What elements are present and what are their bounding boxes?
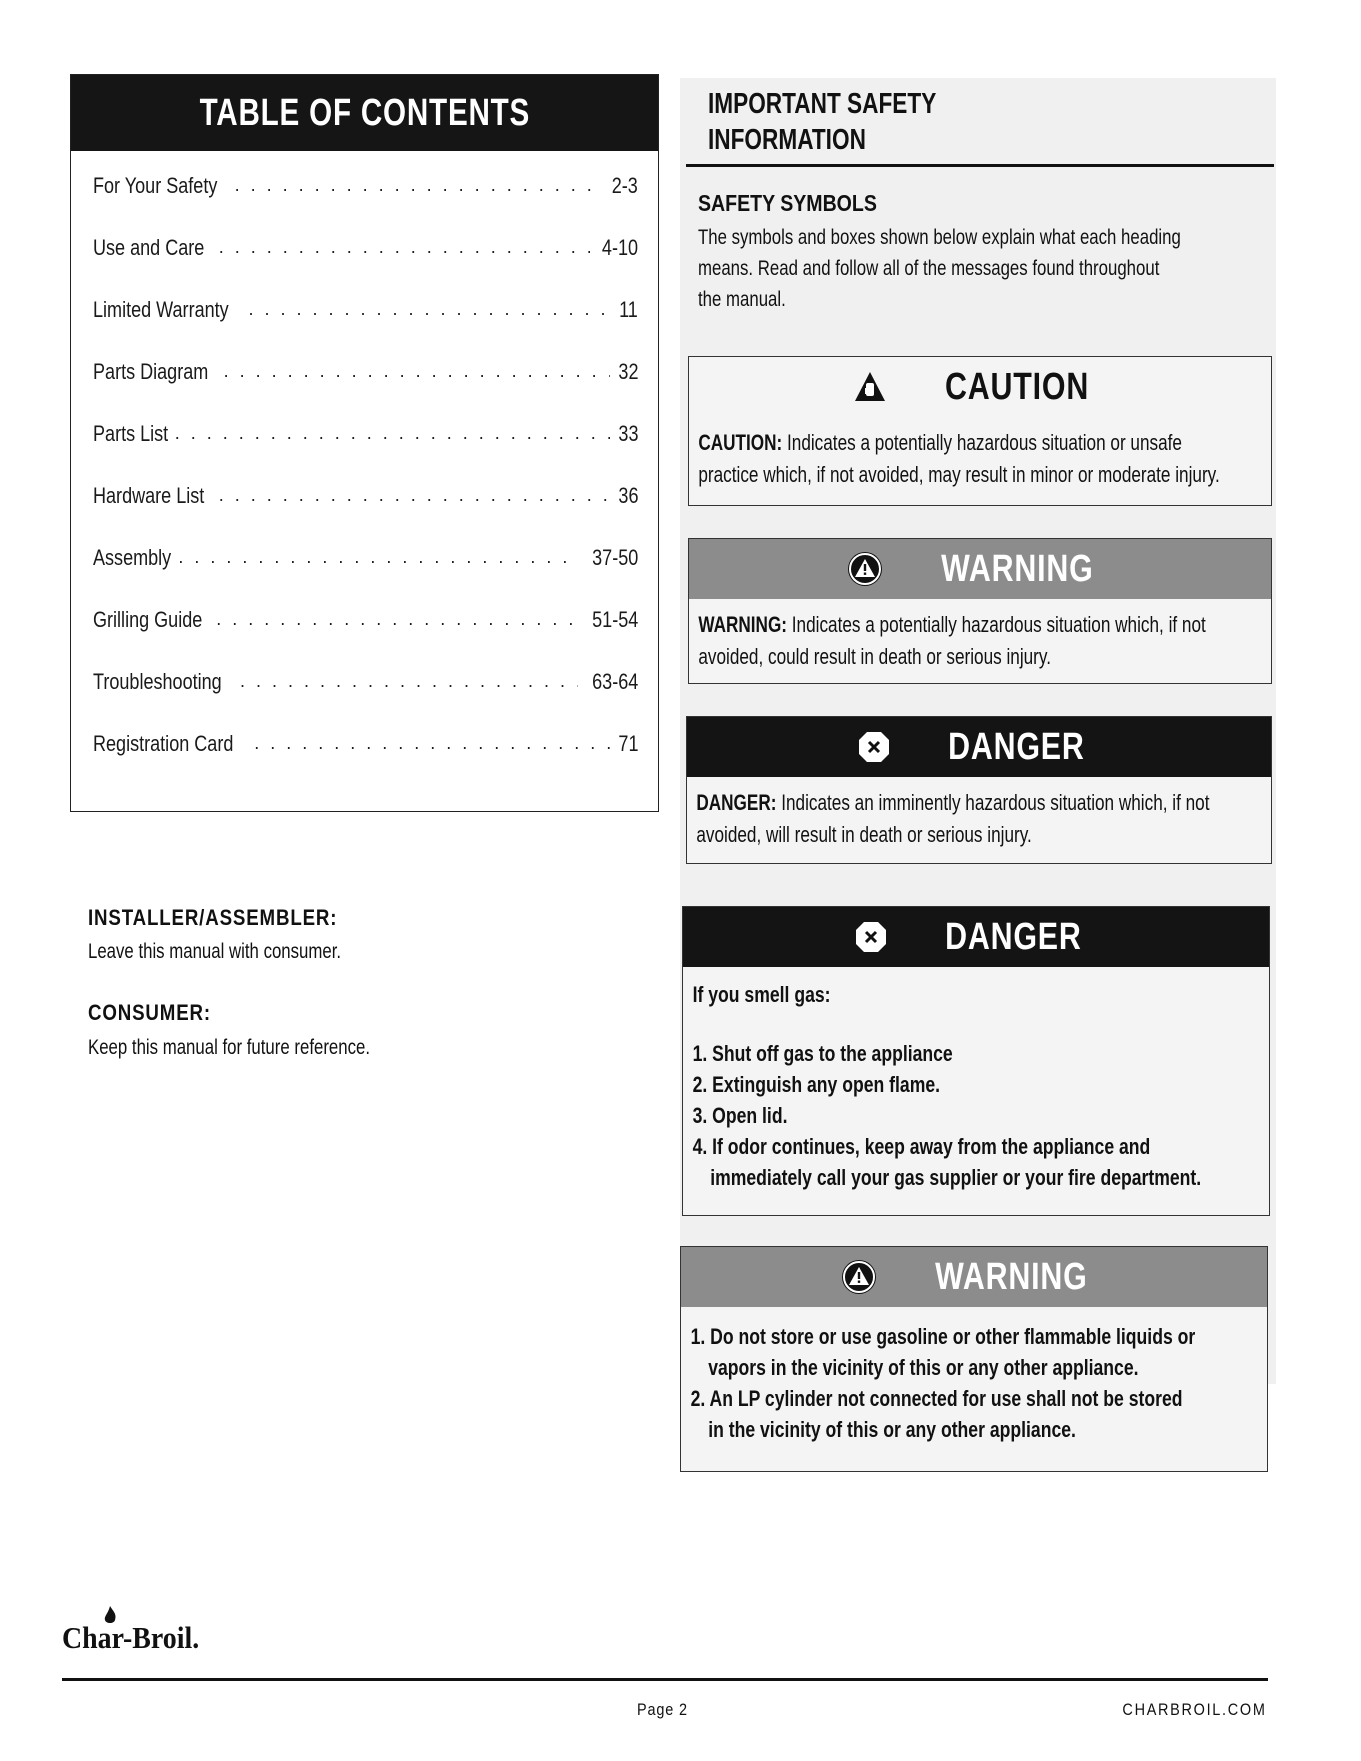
danger-word: DANGER — [947, 725, 1085, 768]
table-of-contents — [70, 74, 659, 812]
storage-warning-box — [680, 1246, 1268, 1472]
gas-intro: If you smell gas: — [692, 982, 831, 1007]
toc-entry[interactable] — [93, 413, 638, 447]
gas-danger-bar — [683, 907, 1269, 967]
toc-entry[interactable] — [93, 723, 638, 757]
installer-text: Leave this manual with consumer. — [88, 940, 342, 963]
consumer-text: Keep this manual for future reference. — [88, 1036, 371, 1059]
toc-entry[interactable] — [93, 227, 638, 261]
storage-instructions — [681, 1307, 1214, 1445]
warning-word: WARNING — [940, 547, 1094, 590]
toc-entry-label: For Your Safety — [93, 173, 218, 198]
consumer-heading: CONSUMER: — [88, 1000, 211, 1025]
toc-entry-label: Parts List — [93, 421, 169, 446]
safety-symbols-heading: SAFETY SYMBOLS — [698, 190, 877, 216]
installer-heading: INSTALLER/ASSEMBLER: — [88, 905, 338, 930]
toc-entry-page: 71 — [617, 731, 638, 756]
gas-instructions — [683, 967, 1216, 1193]
toc-entry[interactable] — [93, 165, 638, 199]
toc-entry-page: 4-10 — [601, 235, 638, 260]
toc-header — [71, 75, 658, 151]
toc-title: TABLE OF CONTENTS — [199, 91, 530, 134]
warning-bar — [689, 539, 1271, 599]
caution-bar — [689, 357, 1271, 417]
safety-title: IMPORTANT SAFETY INFORMATION — [708, 88, 937, 156]
danger-x-icon — [857, 730, 891, 764]
toc-entry-label: Grilling Guide — [93, 607, 203, 632]
toc-entry-label: Troubleshooting — [93, 669, 222, 694]
toc-entry-label: Registration Card — [93, 731, 234, 756]
gas-danger-box — [682, 906, 1270, 1216]
storage-warning-word: WARNING — [934, 1255, 1088, 1298]
danger-x-icon — [854, 920, 888, 954]
toc-entry-page: 63-64 — [591, 669, 638, 694]
caution-word: CAUTION — [944, 365, 1090, 408]
toc-entry-label: Parts Diagram — [93, 359, 209, 384]
divider — [686, 164, 1274, 167]
danger-box — [686, 716, 1272, 864]
toc-entry[interactable] — [93, 351, 638, 385]
toc-entry-page: 2-3 — [611, 173, 638, 198]
gas-step: 1. Shut off gas to the appliance — [692, 1041, 953, 1066]
toc-entry-page: 32 — [617, 359, 638, 384]
toc-entry-page: 36 — [617, 483, 638, 508]
caution-hand-icon — [853, 370, 887, 404]
danger-description: DANGER: Indicates an imminently hazardous situation which, if not avoided, will result in death or serious injury. — [696, 790, 1210, 847]
warning-exclamation-icon — [848, 552, 882, 586]
warning-exclamation-icon — [842, 1260, 876, 1294]
safety-symbols-text: The symbols and boxes shown below explain what each heading means. Read and follow all of the messages found throughout the manual. — [698, 226, 1181, 311]
brand-logo: Char-Broil. — [62, 1620, 200, 1655]
toc-entry-page: 51-54 — [591, 607, 638, 632]
gas-step: 3. Open lid. — [692, 1103, 788, 1128]
toc-entry[interactable] — [93, 289, 638, 323]
gas-step: 4. If odor continues, keep away from the appliance and immediately call your gas supplier or your fire department. — [692, 1134, 1202, 1190]
toc-entry-page: 33 — [617, 421, 638, 446]
warning-box — [688, 538, 1272, 684]
gas-danger-word: DANGER — [944, 915, 1082, 958]
toc-entry[interactable] — [93, 661, 638, 695]
danger-bar — [687, 717, 1271, 777]
toc-entry-label: Limited Warranty — [93, 297, 229, 322]
storage-step: 2. An LP cylinder not connected for use shall not be stored in the vicinity of this or any other appliance. — [690, 1386, 1183, 1442]
toc-entry-label: Use and Care — [93, 235, 205, 260]
warning-description: WARNING: Indicates a potentially hazardous situation which, if not avoided, could result in death or serious injury. — [698, 612, 1206, 669]
toc-entry-page: 11 — [619, 297, 638, 322]
website-link[interactable]: CHARBROIL.COM — [1122, 1700, 1267, 1719]
storage-warning-bar — [681, 1247, 1267, 1307]
footer-divider — [62, 1678, 1268, 1681]
caution-description: CAUTION: Indicates a potentially hazardous situation or unsafe practice which, if not avoided, may result in minor or moderate injury. — [698, 430, 1220, 487]
toc-entry-page: 37-50 — [591, 545, 638, 570]
toc-entry[interactable] — [93, 537, 638, 571]
toc-entry-label: Hardware List — [93, 483, 205, 508]
storage-step: 1. Do not store or use gasoline or other flammable liquids or vapors in the vicinity of this or any other appliance. — [690, 1324, 1196, 1380]
toc-entry[interactable] — [93, 475, 638, 509]
toc-entry-label: Assembly — [93, 545, 172, 570]
caution-box — [688, 356, 1272, 506]
toc-entry[interactable] — [93, 599, 638, 633]
page-number: Page 2 — [637, 1700, 688, 1719]
gas-step: 2. Extinguish any open flame. — [692, 1072, 941, 1097]
